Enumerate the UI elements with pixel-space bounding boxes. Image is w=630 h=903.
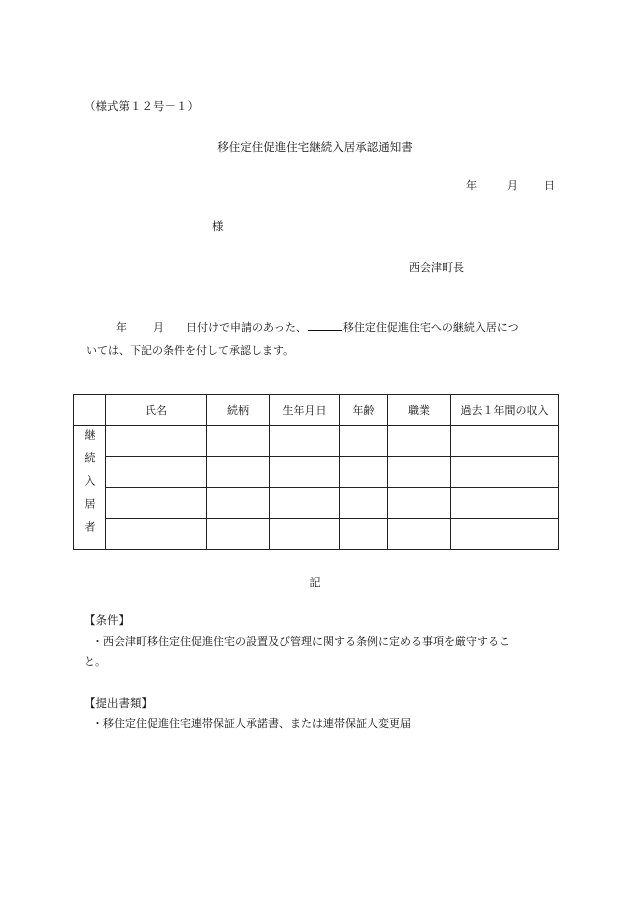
- cell-income: [451, 426, 559, 457]
- table-row: [74, 488, 559, 519]
- table-header-age: 年齢: [340, 395, 388, 426]
- conditions-line1: ・西会津町移住定住促進住宅の設置及び管理に関する条例に定める事項を厳守するこ: [92, 635, 510, 648]
- cell-name: [106, 488, 207, 519]
- cell-occupation: [388, 488, 451, 519]
- cell-occupation: [388, 426, 451, 457]
- cell-birthdate: [270, 426, 340, 457]
- cell-birthdate: [270, 457, 340, 488]
- cell-occupation: [388, 519, 451, 550]
- row-label: 継続入居者: [83, 428, 96, 544]
- table-header-income: 過去１年間の収入: [451, 395, 559, 426]
- cell-relation: [207, 488, 270, 519]
- cell-income: [451, 519, 559, 550]
- documents-heading: 【提出書類】: [84, 696, 153, 710]
- cell-age: [340, 488, 388, 519]
- table-header-birthdate: 生年月日: [270, 395, 340, 426]
- table-header-corner: [74, 395, 106, 426]
- body-line1-after-blank: 移住定住促進住宅への継続入居につ: [342, 321, 519, 334]
- conditions-line2: と。: [84, 655, 106, 668]
- table-header-row: [74, 395, 559, 426]
- cell-income: [451, 457, 559, 488]
- cell-relation: [207, 519, 270, 550]
- date-line: [466, 177, 555, 193]
- resident-table: [73, 394, 559, 550]
- cell-name: [106, 426, 207, 457]
- cell-relation: [207, 426, 270, 457]
- cell-occupation: [388, 457, 451, 488]
- date-month: 月: [507, 179, 518, 192]
- cell-birthdate: [270, 519, 340, 550]
- body-line2: いては、下記の条件を付して承認します。: [86, 344, 295, 357]
- document-title: 移住定住促進住宅継続入居承認通知書: [217, 140, 413, 154]
- body-line1-rest: 日付けで申請のあった、: [186, 321, 307, 334]
- cell-age: [340, 457, 388, 488]
- table-header-occupation: 職業: [388, 395, 451, 426]
- table-header-name: 氏名: [106, 395, 207, 426]
- documents-item: ・移住定住促進住宅連帯保証人承諾書、または連帯保証人変更届: [92, 717, 411, 730]
- table-row: [74, 426, 559, 457]
- form-number: （様式第１２号－１）: [84, 99, 199, 113]
- body-month: 月: [153, 321, 164, 334]
- ki-heading: 記: [309, 576, 321, 589]
- body-paragraph: [86, 316, 556, 362]
- cell-income: [451, 488, 559, 519]
- table-header-relation: 続柄: [207, 395, 270, 426]
- date-year: 年: [466, 179, 477, 192]
- date-day: 日: [544, 179, 555, 192]
- table-row: [74, 519, 559, 550]
- cell-relation: [207, 457, 270, 488]
- cell-age: [340, 426, 388, 457]
- body-year: 年: [116, 321, 127, 334]
- addressee-suffix: 様: [212, 219, 224, 233]
- cell-name: [106, 457, 207, 488]
- blank-underline: [308, 320, 342, 331]
- issuer-name: 西会津町長: [409, 261, 464, 274]
- cell-birthdate: [270, 488, 340, 519]
- conditions-heading: 【条件】: [84, 613, 130, 627]
- row-label-cell: [74, 426, 106, 550]
- cell-name: [106, 519, 207, 550]
- conditions-text: [84, 632, 554, 672]
- table-row: [74, 457, 559, 488]
- cell-age: [340, 519, 388, 550]
